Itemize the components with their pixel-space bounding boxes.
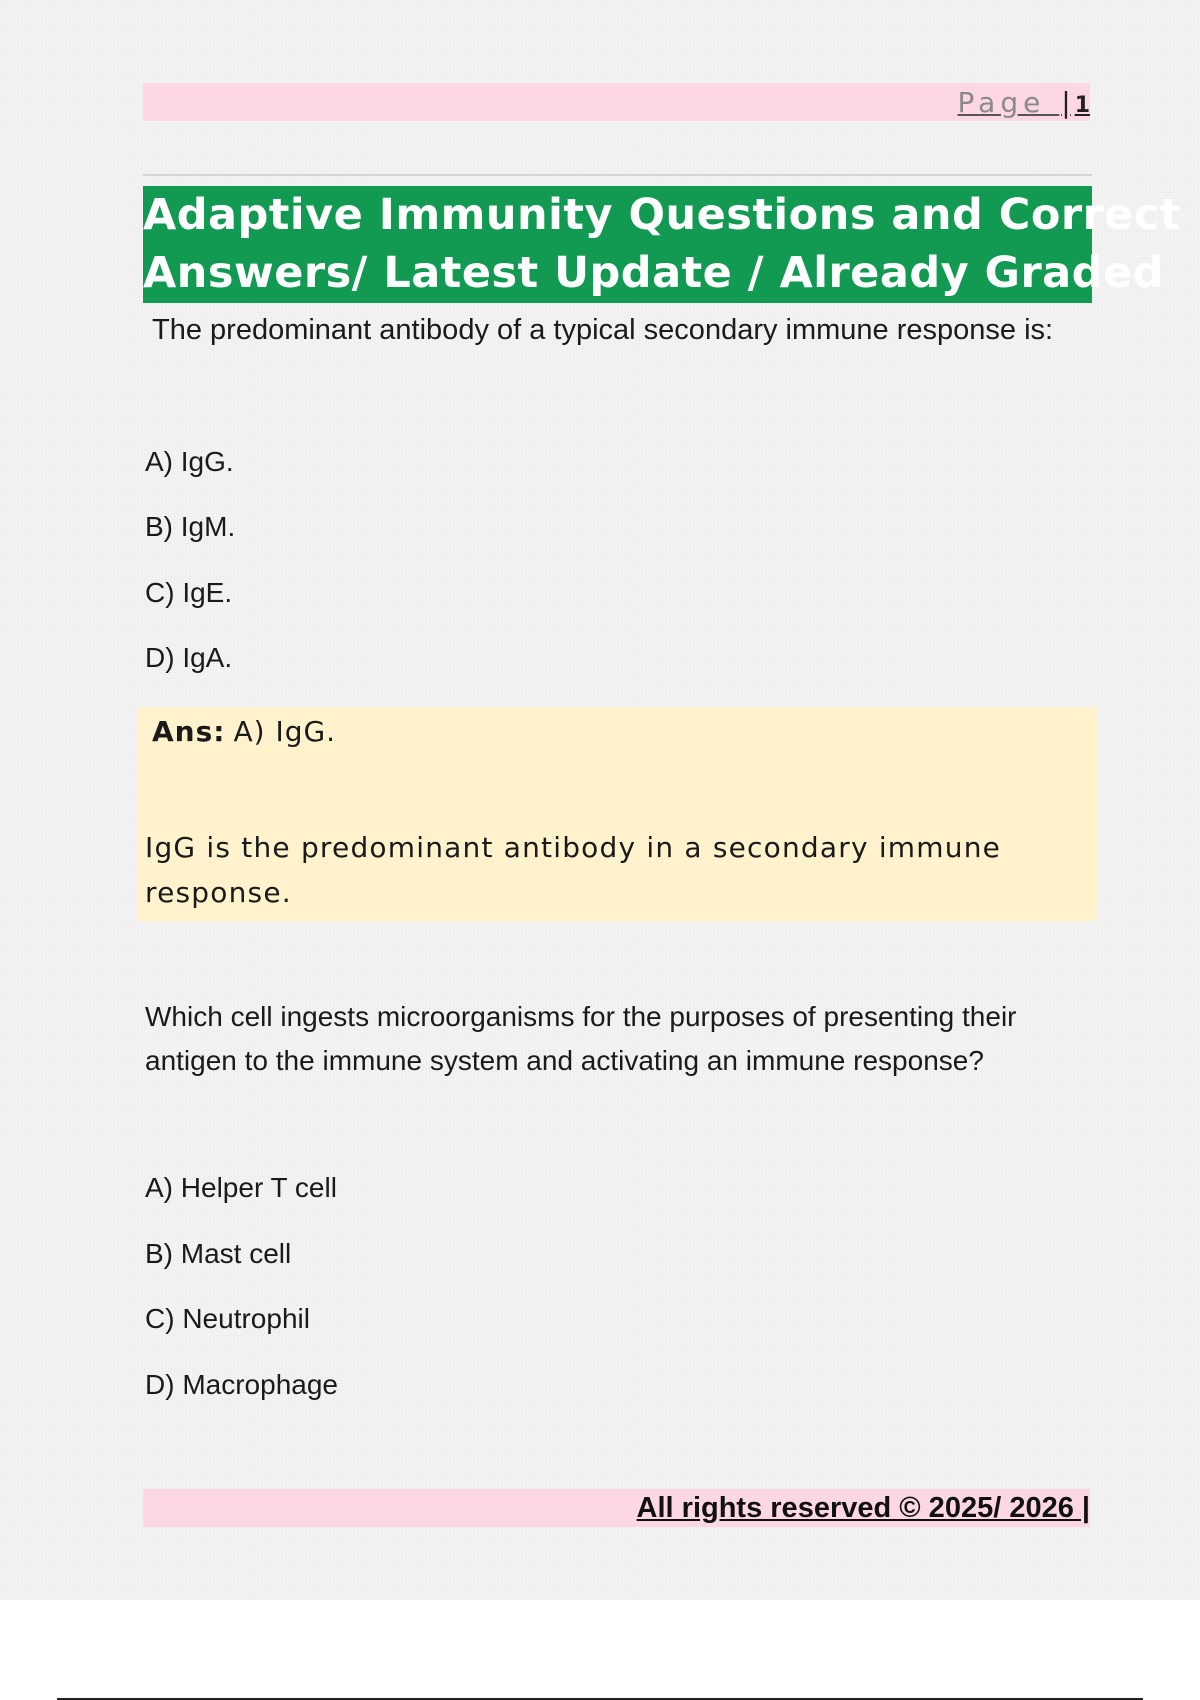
question-1-option-d: D) IgA. xyxy=(145,642,233,673)
document-title xyxy=(143,186,1181,303)
header-divider xyxy=(143,174,1092,176)
answer-value: A) IgG. xyxy=(233,715,337,748)
page-footer xyxy=(143,1489,1090,1527)
question-1-explanation: IgG is the predominant antibody in a secondary immune response. xyxy=(145,831,1002,909)
title-line-2: Answers/ Latest Update / Already Graded xyxy=(143,248,1164,298)
question-2-option-d: D) Macrophage xyxy=(145,1369,338,1400)
question-2-option-c: C) Neutrophil xyxy=(145,1303,310,1334)
question-1-answer xyxy=(152,715,336,748)
question-2-option-b: B) Mast cell xyxy=(145,1238,292,1269)
page-separator: | xyxy=(1061,86,1071,119)
question-1-stem: The predominant antibody of a typical secondary immune response is: xyxy=(152,314,1054,346)
question-1-option-a: A) IgG. xyxy=(145,446,234,477)
question-2-option-a: A) Helper T cell xyxy=(145,1172,337,1203)
page-number-indicator xyxy=(958,86,1090,119)
page-header xyxy=(143,83,1090,121)
question-1-answer-box xyxy=(137,707,1098,921)
page-label: Page xyxy=(957,86,1046,119)
question-2-stem: Which cell ingests microorganisms for the purposes of presenting their antigen to the immune system and activating an immune response? xyxy=(145,1001,1017,1076)
copyright-notice: All rights reserved © 2025/ 2026 | xyxy=(636,1492,1090,1524)
question-1-option-b: B) IgM. xyxy=(145,511,236,542)
question-1-option-c: C) IgE. xyxy=(145,577,233,608)
title-line-1: Adaptive Immunity Questions and Correct xyxy=(143,190,1181,240)
page-number: 1 xyxy=(1074,93,1090,118)
answer-label: Ans: xyxy=(152,715,226,748)
